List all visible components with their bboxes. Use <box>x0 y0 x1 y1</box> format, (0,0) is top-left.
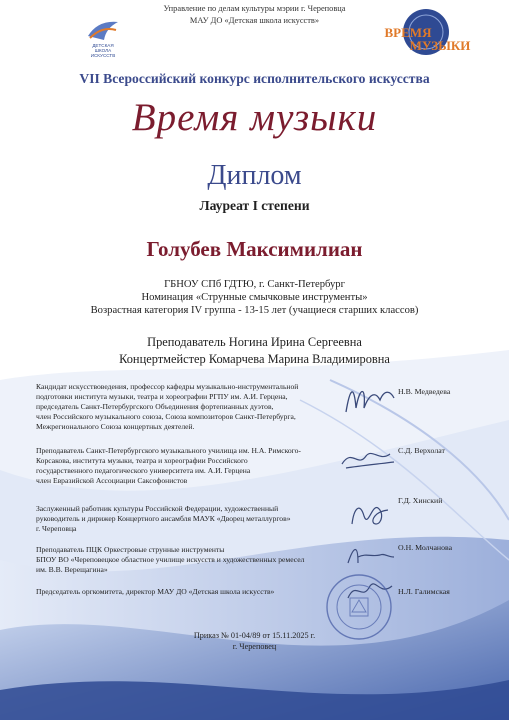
participant-info <box>0 278 509 317</box>
teacher-line: Преподаватель Ногина Ирина Сергеевна <box>147 335 362 349</box>
jury-member-2-title <box>36 446 336 486</box>
jury-member-5-title <box>36 587 336 597</box>
jury-2-line-3: государственного педагогического университета им. А.И. Герцена <box>36 466 251 475</box>
award-degree: Лауреат I степени <box>199 198 310 213</box>
logo-right-word-1: ВРЕМЯ <box>384 25 432 40</box>
accompanist-line: Концертмейстер Комарчева Марина Владимировна <box>119 352 390 366</box>
jury-4-line-2: БПОУ ВО «Череповецкое областное училище искусств и художественных ремесел <box>36 555 305 564</box>
signature-2 <box>338 438 398 478</box>
diploma-heading: Диплом <box>207 160 302 191</box>
jury-3-name: Г.Д. Хинский <box>398 496 443 505</box>
order-number: Приказ № 01-04/89 от 15.11.2025 г. <box>193 631 316 640</box>
jury-2-name: С.Д. Верхолат <box>398 446 445 455</box>
jury-member-3-title <box>36 504 336 534</box>
jury-4-line-1: Преподаватель ПЦК Оркестровые струнные инструменты <box>36 545 225 554</box>
contest-title: VII Всероссийский конкурс исполнительского искусства <box>79 71 430 86</box>
nomination-line: Номинация «Струнные смычковые инструменты» <box>141 292 368 303</box>
logo-left-word-3: ИСКУССТВ <box>90 53 116 58</box>
signature-1 <box>340 378 400 418</box>
jury-4-line-3: им. В.В. Верещагина» <box>36 565 108 574</box>
category-line: Возрастная категория IV группа - 13-15 лет (учащиеся старших классов) <box>90 305 419 316</box>
order-city: г. Череповец <box>232 642 277 651</box>
school-line: ГБНОУ СПб ГДТЮ, г. Санкт-Петербург <box>164 279 345 290</box>
jury-member-1-title <box>36 382 336 432</box>
signature-4 <box>340 535 400 575</box>
jury-1-line-3: председатель Санкт-Петербургского Объединения фортепианных дуэтов, <box>36 402 274 411</box>
jury-1-line-1: Кандидат искусствоведения, профессор кафедры музыкально-инструментальной <box>36 382 299 391</box>
jury-4-name: О.Н. Молчанова <box>398 543 453 552</box>
jury-member-4-title <box>36 545 336 575</box>
organizer-line-2: МАУ ДО «Детская школа искусств» <box>189 16 320 25</box>
signature-3 <box>342 494 402 534</box>
jury-3-line-2: руководитель и дирижер Концертного ансамбля МАУК «Дворец металлургов» <box>36 514 291 523</box>
logo-left-word-2: ШКОЛА <box>94 48 112 53</box>
jury-2-line-4: член Евразийской Ассоциации Саксофонистов <box>36 476 188 485</box>
jury-3-line-1: Заслуженный работник культуры Российской Федерации, художественный <box>36 504 279 513</box>
jury-5-name: Н.Л. Галимская <box>398 587 450 596</box>
jury-1-line-4: член Российского музыкального союза, Союза композиторов Санкт-Петербурга, <box>36 412 296 421</box>
jury-1-line-2: подготовки института музыки, театра и хореографии РГПУ им. А.И. Герцена, <box>36 392 288 401</box>
festival-name: Время музыки <box>131 96 378 139</box>
jury-1-line-5: Межрегионального Союза концертных деятелей. <box>36 422 195 431</box>
logo-left-word-1: ДЕТСКАЯ <box>92 43 114 48</box>
logo-right-word-2: МУЗЫКИ <box>409 38 471 53</box>
participant-name: Голубев Максимилиан <box>146 237 363 261</box>
organizer-line-1: Управление по делам культуры мэрии г. Череповца <box>163 4 346 13</box>
jury-3-line-3: г. Череповца <box>36 524 77 533</box>
jury-2-line-2: Корсакова, института музыки, театра и хореографии Российского <box>36 456 248 465</box>
order-info <box>0 630 509 652</box>
jury-2-line-1: Преподаватель Санкт-Петербургского музыкального училища им. Н.А. Римского- <box>36 446 301 455</box>
school-logo <box>82 16 124 60</box>
teachers-block <box>0 334 509 368</box>
jury-1-name: Н.В. Медведева <box>398 387 451 396</box>
jury-5-line-1: Председатель оргкомитета, директор МАУ ДО «Детская школа искусств» <box>36 587 275 596</box>
contest-logo <box>368 8 476 58</box>
